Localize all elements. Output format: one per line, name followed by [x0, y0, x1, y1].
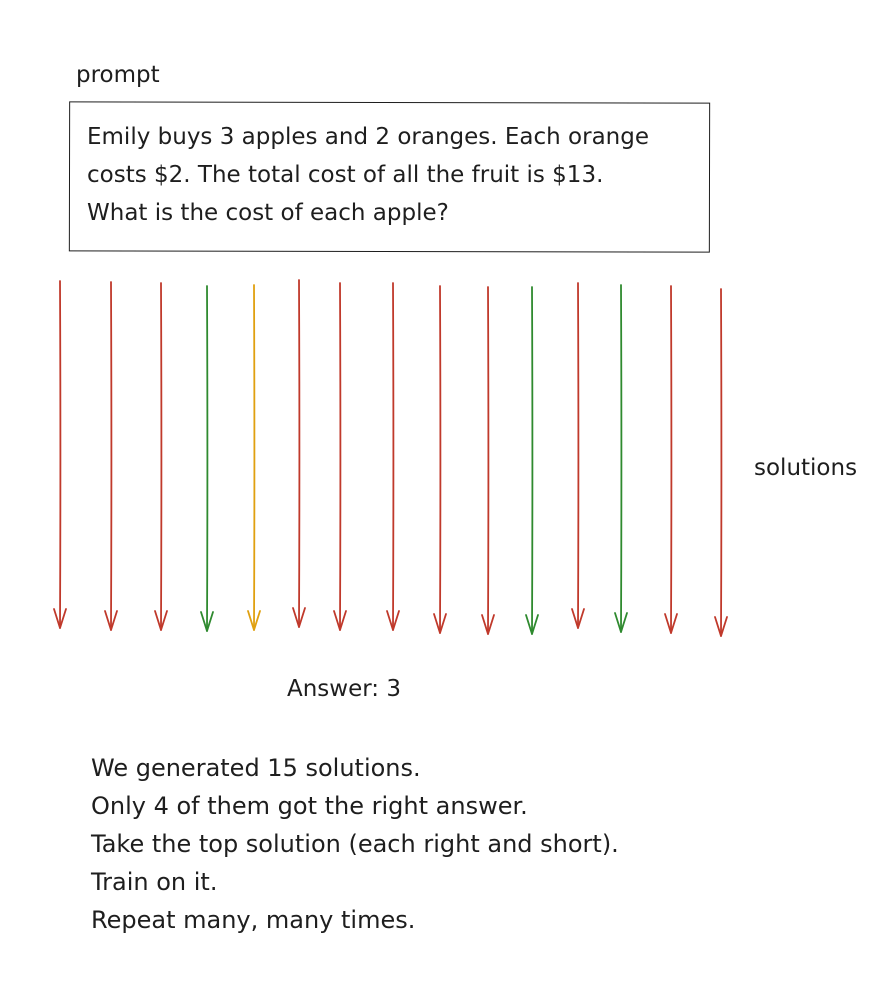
note-line: Repeat many, many times. [91, 906, 416, 934]
solution-arrow-wrong [105, 282, 117, 630]
solutions-label: solutions [754, 455, 858, 481]
solution-arrow-wrong [434, 286, 446, 633]
solution-arrow-wrong [387, 283, 399, 630]
solution-arrow-wrong [293, 280, 305, 627]
solution-arrow-wrong [334, 283, 346, 630]
prompt-label: prompt [76, 62, 160, 88]
solution-arrow-right [615, 285, 627, 632]
solution-arrow-right [201, 286, 213, 631]
note-line: Take the top solution (each right and short). [91, 830, 619, 858]
note-line: Only 4 of them got the right answer. [91, 792, 528, 820]
prompt-line: What is the cost of each apple? [87, 200, 449, 226]
solution-arrow-selected [248, 285, 260, 630]
solution-arrow-wrong [54, 281, 66, 628]
solution-arrow-wrong [482, 287, 494, 634]
prompt-line: costs $2. The total cost of all the fruit is $13. [87, 162, 604, 188]
note-line: Train on it. [91, 868, 218, 896]
solution-arrow-wrong [155, 283, 167, 630]
solution-arrow-wrong [715, 289, 727, 636]
notes [91, 749, 619, 939]
solution-arrow-wrong [572, 283, 584, 628]
note-line: We generated 15 solutions. [91, 754, 421, 782]
solution-arrow-wrong [665, 286, 677, 633]
prompt-line: Emily buys 3 apples and 2 oranges. Each orange [87, 124, 649, 150]
answer-label: Answer: 3 [287, 676, 402, 702]
solution-arrow-right [526, 287, 538, 634]
